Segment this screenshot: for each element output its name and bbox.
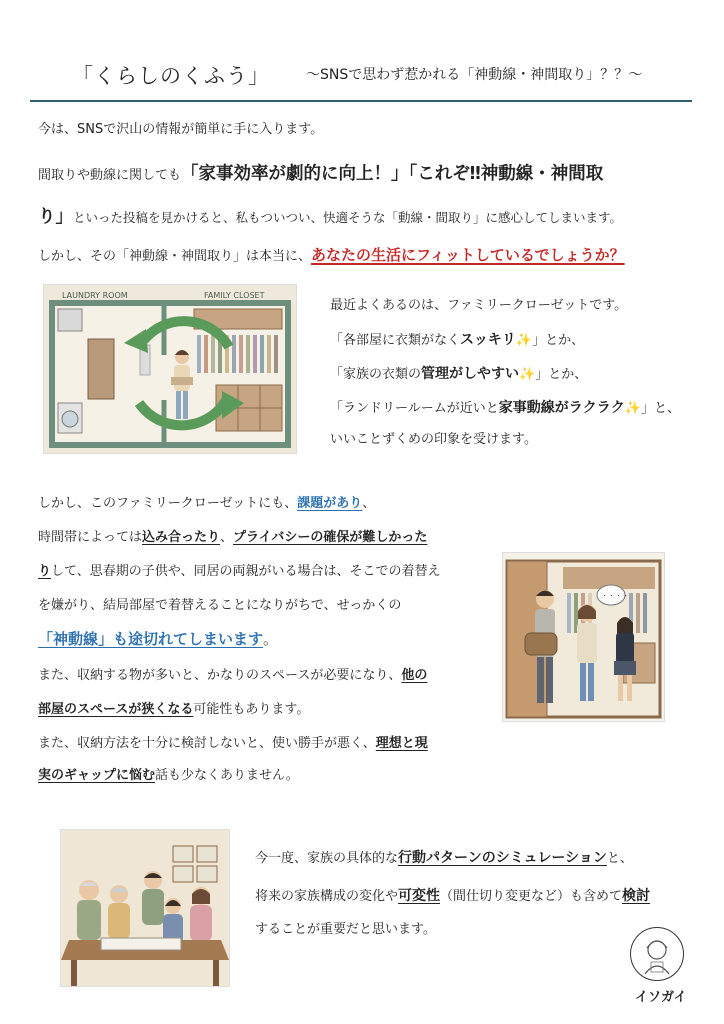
author-avatar bbox=[630, 927, 684, 981]
issues-line-6-ul: 他の bbox=[401, 668, 428, 683]
closet-line-3-post: 」とか、 bbox=[535, 367, 588, 382]
page-title: 「くらしのくふう」 bbox=[72, 64, 270, 88]
intro-line-3-rest: といった投稿を見かけると、私もついつい、快適そうな「動線・間取り」に感心してしまいます。 bbox=[73, 210, 623, 225]
issues-line-2 bbox=[38, 528, 427, 548]
sparkle-icon: ✨ bbox=[624, 401, 641, 416]
intro-line-3 bbox=[38, 203, 622, 228]
conclusion-simulation: 行動パターンのシミュレーション bbox=[398, 850, 607, 866]
issues-line-1 bbox=[38, 494, 375, 514]
family-planning-illustration bbox=[60, 829, 230, 987]
closet-line-4-bold: 家事動線がラクラク bbox=[498, 400, 625, 416]
issues-highlight: 課題があり bbox=[297, 496, 363, 511]
issues-line-3-ul: り bbox=[38, 564, 52, 579]
issues-line-4: を嫌がり、結局部屋で着替えることになりがちで、せっかくの bbox=[38, 598, 402, 613]
issues-privacy: プライバシーの確保が難しかった bbox=[233, 530, 428, 545]
laundry-closet-illustration bbox=[43, 284, 297, 454]
issues-line-8-ul: 理想と現 bbox=[375, 736, 428, 751]
closet-line-4 bbox=[330, 398, 680, 419]
conclusion-line-2-mid: （間仕切り変更など）も含めて bbox=[440, 889, 623, 904]
issues-line-1-pre: しかし、このファミリークローゼットにも、 bbox=[38, 496, 298, 511]
avatar-icon bbox=[631, 928, 683, 980]
issues-line-2-mid: 、 bbox=[220, 530, 234, 545]
intro-question: あなたの生活にフィットしているでしょうか？ bbox=[311, 246, 625, 264]
closet-line-4-pre: 「ランドリールームが近いと bbox=[330, 401, 499, 416]
conclusion-line-1-post: と、 bbox=[606, 851, 633, 866]
issues-line-8-pre: また、収納方法を十分に検討しないと、使い勝手が悪く、 bbox=[38, 736, 376, 751]
page-subtitle: 〜SNSで思わず惹かれる「神動線・神間取り」？？〜 bbox=[306, 67, 643, 83]
intro-line-2-prefix: 間取りや動線に関しても bbox=[38, 168, 182, 183]
intro-line-4-prefix: しかし、その「神動線・神間取り」は本当に、 bbox=[38, 249, 312, 264]
issues-line-6 bbox=[38, 666, 427, 686]
author-name: イソガイ bbox=[635, 990, 687, 1005]
conclusion-line-2-pre: 将来の家族構成の変化や bbox=[255, 889, 399, 904]
issues-crowded: 込み合ったり bbox=[142, 530, 221, 545]
issues-line-3-rest: して、思春期の子供や、同居の両親がいる場合は、そこでの着替え bbox=[51, 564, 441, 579]
issues-broken-flow: 「神動線」も途切れてしまいます bbox=[38, 630, 264, 648]
speech-bubble-text: ・・・・ bbox=[601, 592, 629, 600]
intro-line-2 bbox=[38, 160, 603, 186]
issues-line-5-post: 。 bbox=[263, 630, 279, 648]
intro-line-4 bbox=[38, 244, 625, 267]
issues-line-9-post: 話も少なくありません。 bbox=[155, 768, 299, 783]
floorplan-drawing bbox=[44, 285, 296, 453]
conclusion-line-1-pre: 今一度、家族の具体的な bbox=[255, 851, 399, 866]
issues-gap: 実のギャップに悩む bbox=[38, 768, 156, 783]
family-closet-illustration bbox=[502, 552, 665, 722]
issues-line-6-pre: また、収納する物が多いと、かなりのスペースが必要になり、 bbox=[38, 668, 402, 683]
conclusion-flexibility: 可変性 bbox=[398, 888, 441, 904]
intro-highlight-1: 「家事効率が劇的に向上！」「これぞ‼神動線・神間取 bbox=[181, 164, 604, 184]
issues-line-9 bbox=[38, 766, 299, 786]
laundry-room-label: LAUNDRY ROOM bbox=[62, 291, 128, 300]
sparkle-icon: ✨ bbox=[515, 333, 533, 348]
family-drawing bbox=[503, 553, 664, 721]
sparkle-icon: ✨ bbox=[519, 367, 536, 382]
closet-line-1: 最近よくあるのは、ファミリークローゼットです。 bbox=[330, 298, 628, 313]
issues-space: 部屋のスペースが狭くなる bbox=[38, 702, 194, 717]
issues-line-1-post: 、 bbox=[362, 496, 376, 511]
intro-highlight-2: り」 bbox=[38, 207, 73, 227]
issues-line-8 bbox=[38, 734, 428, 754]
intro-line-1: 今は、SNSで沢山の情報が簡単に手に入ります。 bbox=[38, 122, 324, 137]
closet-line-3 bbox=[330, 364, 587, 385]
conclusion-line-1 bbox=[255, 848, 633, 869]
closet-line-3-pre: 「家族の衣類の bbox=[330, 367, 422, 382]
conclusion-line-3: することが重要だと思います。 bbox=[255, 922, 436, 937]
issues-line-5 bbox=[38, 628, 278, 649]
closet-line-4-post: 」と、 bbox=[640, 401, 680, 416]
closet-line-2-bold: スッキリ bbox=[460, 332, 516, 348]
conclusion-review: 検討 bbox=[622, 888, 651, 904]
family-closet-label: FAMILY CLOSET bbox=[204, 291, 265, 300]
closet-line-5: いいことずくめの印象を受けます。 bbox=[330, 432, 537, 447]
issues-line-7 bbox=[38, 700, 309, 720]
closet-line-2-pre: 「各部屋に衣類がなく bbox=[330, 333, 461, 348]
closet-line-2-post: 」とか、 bbox=[532, 333, 585, 348]
closet-line-2 bbox=[330, 330, 584, 351]
issues-line-7-post: 可能性もあります。 bbox=[193, 702, 310, 717]
header-divider bbox=[30, 100, 692, 102]
family-planning-drawing bbox=[61, 830, 229, 986]
issues-line-3 bbox=[38, 562, 441, 582]
conclusion-line-2 bbox=[255, 886, 650, 907]
closet-line-3-bold: 管理がしやすい bbox=[421, 366, 520, 382]
issues-line-2-pre: 時間帯によっては bbox=[38, 530, 143, 545]
